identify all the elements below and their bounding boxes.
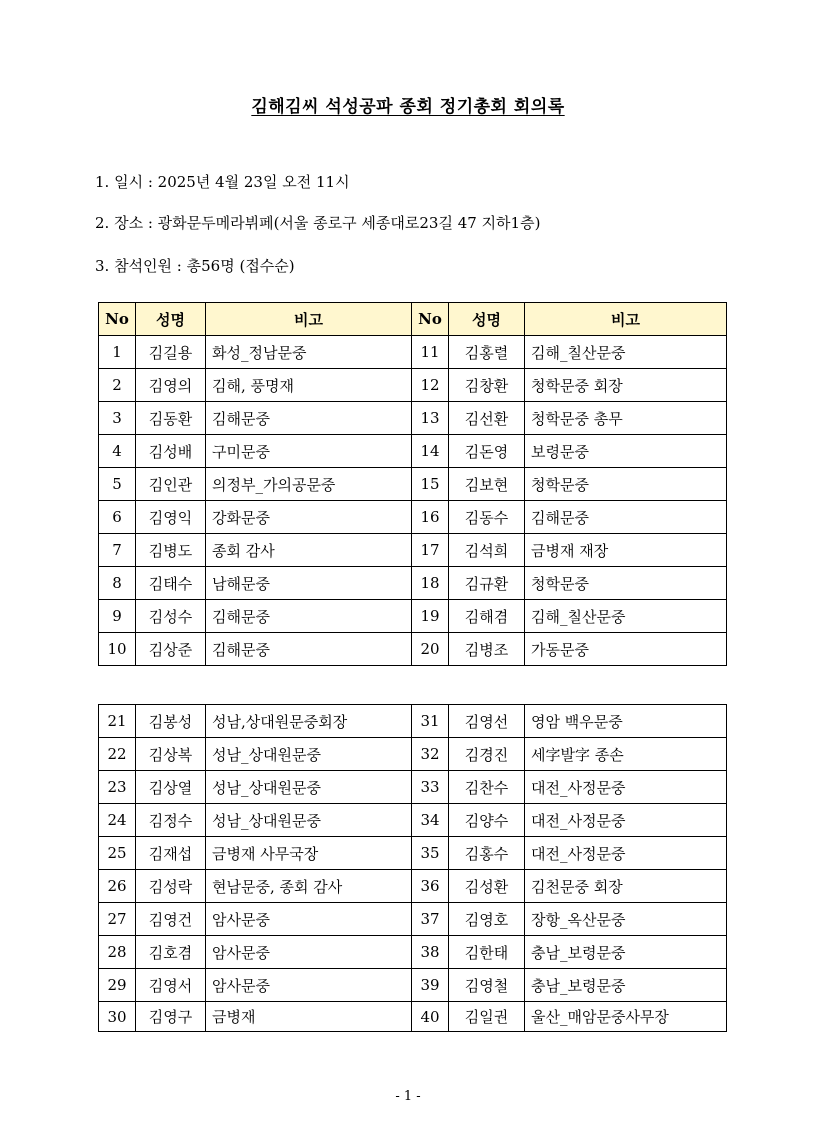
attendee-note: 보령문중	[525, 435, 727, 468]
attendee-name: 김동환	[136, 402, 206, 435]
header-no: No	[99, 303, 136, 336]
attendee-number: 20	[412, 633, 449, 666]
attendee-number: 13	[412, 402, 449, 435]
table-row	[99, 369, 727, 402]
attendee-note: 울산_매암문중사무장	[525, 1002, 727, 1032]
attendee-name: 김병조	[449, 633, 525, 666]
attendee-name: 김영구	[136, 1002, 206, 1032]
attendee-name: 김보현	[449, 468, 525, 501]
attendee-name: 김경진	[449, 738, 525, 771]
document-title	[0, 92, 816, 117]
attendee-note: 김해문중	[206, 633, 412, 666]
attendee-number: 19	[412, 600, 449, 633]
attendee-name: 김영호	[449, 903, 525, 936]
table-row	[99, 804, 727, 837]
info-location: 2. 장소 : 광화문두메라뷔페(서울 종로구 세종대로23길 47 지하1층)	[95, 214, 541, 232]
attendee-note: 암사문중	[206, 936, 412, 969]
attendee-number: 34	[412, 804, 449, 837]
attendee-number: 18	[412, 567, 449, 600]
attendee-name: 김병도	[136, 534, 206, 567]
attendee-note: 장항_옥산문중	[525, 903, 727, 936]
table-row	[99, 705, 727, 738]
attendee-number: 39	[412, 969, 449, 1002]
table-row	[99, 534, 727, 567]
attendee-note: 청학문중 총무	[525, 402, 727, 435]
attendee-note: 대전_사정문중	[525, 837, 727, 870]
attendee-note: 김해문중	[206, 402, 412, 435]
attendee-number: 36	[412, 870, 449, 903]
table-row	[99, 1002, 727, 1032]
attendee-number: 1	[99, 336, 136, 369]
attendee-name: 김창환	[449, 369, 525, 402]
attendee-number: 12	[412, 369, 449, 402]
attendee-note: 청학문중 회장	[525, 369, 727, 402]
attendee-number: 35	[412, 837, 449, 870]
attendee-name: 김영선	[449, 705, 525, 738]
attendee-number: 30	[99, 1002, 136, 1032]
table-row	[99, 903, 727, 936]
attendee-note: 청학문중	[525, 567, 727, 600]
attendee-number: 37	[412, 903, 449, 936]
attendee-number: 29	[99, 969, 136, 1002]
attendee-note: 금병재 사무국장	[206, 837, 412, 870]
attendee-note: 강화문중	[206, 501, 412, 534]
attendee-number: 31	[412, 705, 449, 738]
attendee-note: 김해문중	[206, 600, 412, 633]
attendee-note: 대전_사정문중	[525, 804, 727, 837]
attendee-note: 남해문중	[206, 567, 412, 600]
table-row	[99, 567, 727, 600]
attendee-number: 9	[99, 600, 136, 633]
attendee-name: 김해겸	[449, 600, 525, 633]
attendee-name: 김돈영	[449, 435, 525, 468]
attendee-number: 11	[412, 336, 449, 369]
attendee-name: 김길용	[136, 336, 206, 369]
attendee-number: 22	[99, 738, 136, 771]
attendee-table-1	[98, 302, 727, 666]
table-row	[99, 501, 727, 534]
attendee-note: 성남_상대원문중	[206, 771, 412, 804]
attendee-number: 3	[99, 402, 136, 435]
attendee-name: 김한태	[449, 936, 525, 969]
attendee-name: 김성락	[136, 870, 206, 903]
attendee-number: 16	[412, 501, 449, 534]
attendee-note: 종회 감사	[206, 534, 412, 567]
attendee-number: 15	[412, 468, 449, 501]
attendee-note: 성남_상대원문중	[206, 804, 412, 837]
attendee-note: 현남문중, 종회 감사	[206, 870, 412, 903]
attendee-note: 성남_상대원문중	[206, 738, 412, 771]
attendee-name: 김일권	[449, 1002, 525, 1032]
attendee-number: 8	[99, 567, 136, 600]
attendee-name: 김석희	[449, 534, 525, 567]
attendee-number: 4	[99, 435, 136, 468]
attendee-name: 김홍수	[449, 837, 525, 870]
header-note: 비고	[525, 303, 727, 336]
info-datetime: 1. 일시 : 2025년 4월 23일 오전 11시	[95, 173, 350, 191]
attendee-name: 김성배	[136, 435, 206, 468]
attendee-number: 27	[99, 903, 136, 936]
header-no: No	[412, 303, 449, 336]
attendee-number: 38	[412, 936, 449, 969]
header-name: 성명	[136, 303, 206, 336]
attendee-number: 14	[412, 435, 449, 468]
attendee-number: 25	[99, 837, 136, 870]
attendee-name: 김상복	[136, 738, 206, 771]
attendee-note: 김해_칠산문중	[525, 336, 727, 369]
attendee-name: 김성수	[136, 600, 206, 633]
attendee-note: 가동문중	[525, 633, 727, 666]
attendee-note: 충남_보령문중	[525, 969, 727, 1002]
attendee-note: 대전_사정문중	[525, 771, 727, 804]
table-row	[99, 936, 727, 969]
attendee-name: 김찬수	[449, 771, 525, 804]
table-row	[99, 600, 727, 633]
attendee-note: 암사문중	[206, 969, 412, 1002]
attendee-name: 김태수	[136, 567, 206, 600]
attendee-number: 28	[99, 936, 136, 969]
table-row	[99, 771, 727, 804]
attendee-name: 김규환	[449, 567, 525, 600]
attendee-note: 김해, 풍명재	[206, 369, 412, 402]
attendee-note: 세字발字 종손	[525, 738, 727, 771]
attendee-name: 김봉성	[136, 705, 206, 738]
attendee-number: 2	[99, 369, 136, 402]
attendee-note: 김천문중 회장	[525, 870, 727, 903]
attendee-name: 김선환	[449, 402, 525, 435]
table-row	[99, 336, 727, 369]
attendee-note: 금병재	[206, 1002, 412, 1032]
attendee-note: 성남,상대원문중회장	[206, 705, 412, 738]
attendee-note: 김해_칠산문중	[525, 600, 727, 633]
attendee-note: 충남_보령문중	[525, 936, 727, 969]
attendee-note: 구미문중	[206, 435, 412, 468]
attendee-table-2	[98, 704, 727, 1032]
attendee-number: 26	[99, 870, 136, 903]
header-name: 성명	[449, 303, 525, 336]
attendee-number: 17	[412, 534, 449, 567]
attendee-note: 화성_정남문중	[206, 336, 412, 369]
attendee-note: 김해문중	[525, 501, 727, 534]
table-row	[99, 402, 727, 435]
attendee-number: 7	[99, 534, 136, 567]
attendee-number: 21	[99, 705, 136, 738]
table-row	[99, 633, 727, 666]
attendee-number: 6	[99, 501, 136, 534]
attendee-name: 김성환	[449, 870, 525, 903]
attendee-name: 김재섭	[136, 837, 206, 870]
table-row	[99, 435, 727, 468]
attendee-number: 40	[412, 1002, 449, 1032]
attendee-name: 김인관	[136, 468, 206, 501]
table-row	[99, 468, 727, 501]
attendee-note: 청학문중	[525, 468, 727, 501]
attendee-note: 영암 백우문중	[525, 705, 727, 738]
attendee-name: 김호겸	[136, 936, 206, 969]
attendee-number: 33	[412, 771, 449, 804]
table-row	[99, 837, 727, 870]
attendee-note: 암사문중	[206, 903, 412, 936]
attendee-number: 32	[412, 738, 449, 771]
document-title-text: 김해김씨 석성공파 종회 정기총회 회의록	[251, 97, 565, 117]
attendee-name: 김양수	[449, 804, 525, 837]
attendee-name: 김동수	[449, 501, 525, 534]
attendee-number: 5	[99, 468, 136, 501]
attendee-name: 김영의	[136, 369, 206, 402]
table-row	[99, 738, 727, 771]
attendee-number: 24	[99, 804, 136, 837]
attendee-note: 금병재 재장	[525, 534, 727, 567]
attendee-note: 의정부_가의공문중	[206, 468, 412, 501]
attendee-name: 김홍렬	[449, 336, 525, 369]
attendee-number: 23	[99, 771, 136, 804]
attendee-number: 10	[99, 633, 136, 666]
attendee-name: 김영서	[136, 969, 206, 1002]
attendee-name: 김정수	[136, 804, 206, 837]
table-row	[99, 870, 727, 903]
attendee-name: 김상준	[136, 633, 206, 666]
header-note: 비고	[206, 303, 412, 336]
page-number: - 1 -	[395, 1089, 421, 1104]
attendee-name: 김영철	[449, 969, 525, 1002]
attendee-name: 김상열	[136, 771, 206, 804]
attendee-name: 김영건	[136, 903, 206, 936]
table-header-row	[99, 303, 727, 336]
info-attendance: 3. 참석인원 : 총56명 (접수순)	[95, 257, 295, 275]
attendee-name: 김영익	[136, 501, 206, 534]
table-row	[99, 969, 727, 1002]
